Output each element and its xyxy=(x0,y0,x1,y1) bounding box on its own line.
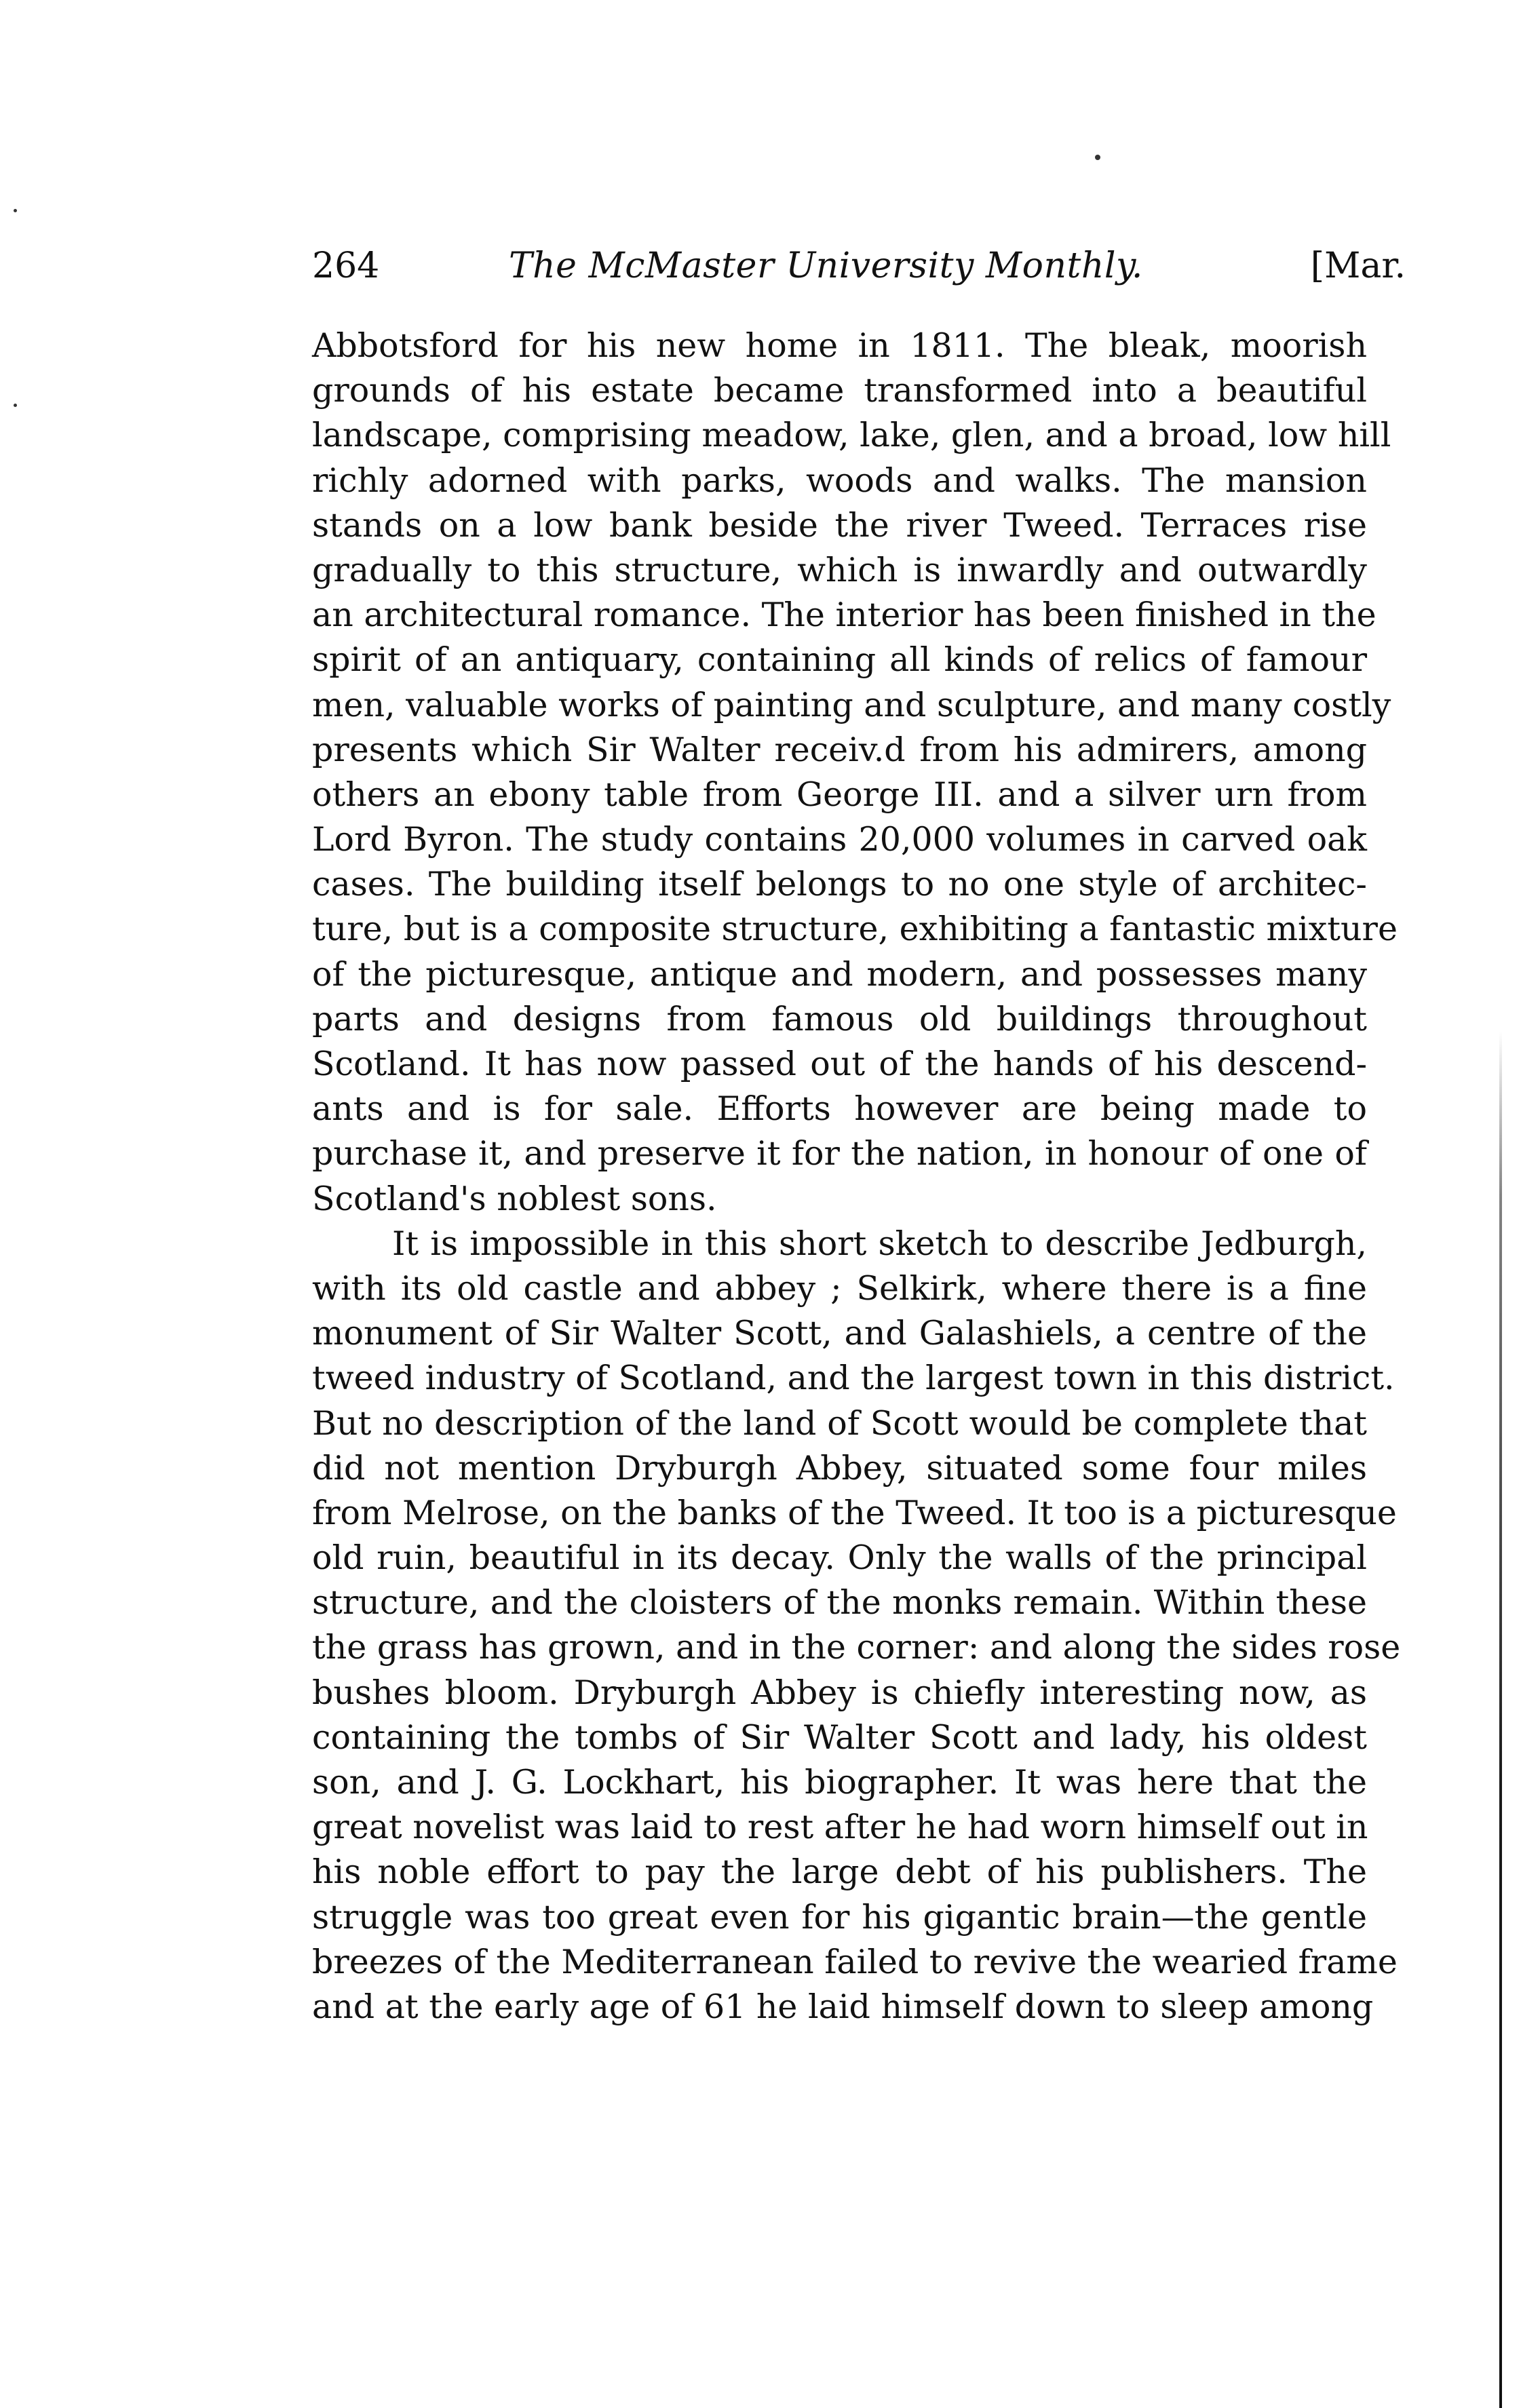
text-line: of the picturesque, antique and modern, and possesses many xyxy=(312,954,1367,994)
text-line: others an ebony table from George III. and a silver urn from xyxy=(312,775,1367,814)
text-line: from Melrose, on the banks of the Tweed. It too is a picturesque xyxy=(312,1493,1397,1532)
text-line: landscape, comprising meadow, lake, glen, and a broad, low hill xyxy=(312,416,1391,455)
paragraph-1 xyxy=(312,324,1398,1222)
text-line: the grass has grown, and in the corner: and along the sides rose xyxy=(312,1628,1401,1667)
text-line: But no description of the land of Scott would be complete that xyxy=(312,1403,1367,1443)
text-line: ture, but is a composite structure, exhibiting a fantastic mixture xyxy=(312,910,1398,949)
text-line: bushes bloom. Dryburgh Abbey is chiefly interesting now, as xyxy=(312,1673,1367,1712)
scan-speck xyxy=(1095,155,1100,160)
text-line: Scotland's noblest sons. xyxy=(312,1179,717,1218)
text-line: men, valuable works of painting and sculpture, and many costly xyxy=(312,685,1391,724)
text-line: did not mention Dryburgh Abbey, situated some four miles xyxy=(312,1448,1367,1488)
text-line: cases. The building itself belongs to no one style of architec- xyxy=(312,865,1367,904)
text-line: ants and is for sale. Efforts however are being made to xyxy=(312,1089,1367,1129)
text-line: struggle was too great even for his gigantic brain—the gentle xyxy=(312,1897,1367,1937)
text-line: Abbotsford for his new home in 1811. The bleak, moorish xyxy=(312,326,1367,365)
text-line: son, and J. G. Lockhart, his biographer. It was here that the xyxy=(312,1763,1367,1802)
text-line: parts and designs from famous old buildings throughout xyxy=(312,999,1367,1038)
text-line: Lord Byron. The study contains 20,000 volumes in carved oak xyxy=(312,820,1367,859)
text-line: old ruin, beautiful in its decay. Only the walls of the principal xyxy=(312,1538,1367,1578)
running-title: The McMaster University Monthly. xyxy=(509,246,1143,286)
issue-month: [Mar. xyxy=(1310,246,1406,286)
text-line: tweed industry of Scotland, and the largest town in this district. xyxy=(312,1359,1395,1398)
text-line: with its old castle and abbey ; Selkirk, where there is a fine xyxy=(312,1268,1367,1308)
text-line: structure, and the cloisters of the monks remain. Within these xyxy=(312,1583,1367,1623)
text-line: monument of Sir Walter Scott, and Galashiels, a centre of the xyxy=(312,1314,1367,1353)
scan-speck xyxy=(14,404,17,407)
paragraph-2 xyxy=(312,1222,1401,2030)
text-line: It is impossible in this short sketch to describe Jedburgh, xyxy=(392,1224,1367,1263)
running-header xyxy=(312,239,1406,293)
text-line: Scotland. It has now passed out of the hands of his descend- xyxy=(312,1045,1367,1083)
text-line: stands on a low bank beside the river Tweed. Terraces rise xyxy=(312,505,1367,545)
scan-speck xyxy=(14,209,17,212)
text-line: his noble effort to pay the large debt of his publishers. The xyxy=(312,1852,1367,1892)
text-line: great novelist was laid to rest after he had worn himself out in xyxy=(312,1808,1368,1847)
text-line: richly adorned with parks, woods and walks. The mansion xyxy=(312,461,1367,500)
text-line: an architectural romance. The interior has been finished in the xyxy=(312,596,1376,635)
text-line: grounds of his estate became transformed into a beautiful xyxy=(312,371,1367,410)
text-line: gradually to this structure, which is inwardly and outwardly xyxy=(312,550,1367,589)
page-edge-shadow xyxy=(1499,1031,1502,2408)
page-number: 264 xyxy=(312,246,380,286)
article-body xyxy=(312,324,1401,2030)
text-line: spirit of an antiquary, containing all kinds of relics of famour xyxy=(312,640,1367,680)
text-line: presents which Sir Walter receiv.d from his admirers, among xyxy=(312,730,1367,769)
text-line: containing the tombs of Sir Walter Scott and lady, his oldest xyxy=(312,1717,1367,1757)
text-line: purchase it, and preserve it for the nation, in honour of one of xyxy=(312,1134,1367,1173)
text-line: breezes of the Mediterranean failed to revive the wearied frame xyxy=(312,1942,1398,1981)
text-line: and at the early age of 61 he laid himself down to sleep among xyxy=(312,1987,1374,2026)
